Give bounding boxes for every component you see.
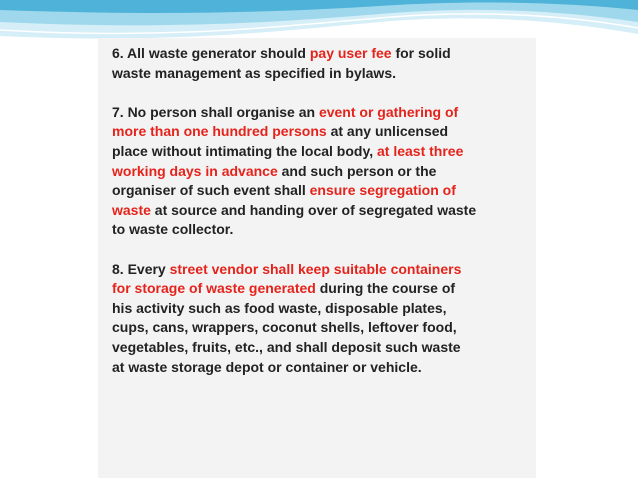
body-text: 7. No person shall organise an bbox=[112, 103, 319, 120]
text-line bbox=[112, 201, 532, 221]
slide-text-body bbox=[112, 44, 532, 397]
text-line bbox=[112, 142, 532, 162]
text-line bbox=[112, 44, 532, 64]
text-line bbox=[112, 64, 532, 84]
highlighted-text: working days in advance bbox=[112, 162, 278, 179]
body-text: and such person or the bbox=[277, 162, 437, 179]
body-text: at any unlicensed bbox=[326, 123, 449, 140]
text-line bbox=[112, 279, 532, 299]
text-line bbox=[112, 122, 532, 142]
text-line bbox=[112, 103, 532, 123]
paragraph-2 bbox=[112, 103, 532, 240]
body-text: for solid bbox=[391, 45, 451, 61]
body-text: cups, cans, wrappers, coconut shells, leftover food, bbox=[112, 319, 457, 336]
text-line bbox=[112, 220, 532, 240]
highlighted-text: at least three bbox=[376, 142, 464, 159]
highlighted-text: street vendor shall keep suitable containers bbox=[169, 260, 462, 277]
highlighted-text: event or gathering of bbox=[318, 103, 459, 120]
highlighted-text: for storage of waste generated bbox=[112, 280, 316, 297]
text-line bbox=[112, 162, 532, 182]
text-line bbox=[112, 299, 532, 319]
body-text: at waste storage depot or container or vehicle. bbox=[112, 358, 422, 375]
body-text: at source and handing over of segregated waste bbox=[150, 201, 477, 218]
body-text: vegetables, fruits, etc., and shall deposit such waste bbox=[112, 338, 461, 355]
body-text: 8. Every bbox=[112, 260, 170, 277]
body-text: his activity such as food waste, disposable plates, bbox=[112, 299, 447, 316]
body-text: waste management as specified in bylaws. bbox=[112, 64, 396, 81]
text-line bbox=[112, 318, 532, 338]
body-text: 6. All waste generator should bbox=[112, 45, 310, 61]
highlighted-text: ensure segregation of bbox=[309, 182, 456, 199]
body-text: place without intimating the local body, bbox=[112, 142, 377, 159]
highlighted-text: pay user fee bbox=[309, 45, 392, 61]
text-line bbox=[112, 260, 532, 280]
body-text: during the course of bbox=[315, 280, 456, 297]
text-line bbox=[112, 338, 532, 358]
text-line bbox=[112, 358, 532, 378]
paragraph-1 bbox=[112, 44, 532, 83]
paragraph-3 bbox=[112, 260, 532, 378]
highlighted-text: waste bbox=[112, 201, 151, 218]
highlighted-text: more than one hundred persons bbox=[112, 123, 327, 140]
body-text: organiser of such event shall bbox=[112, 182, 310, 199]
body-text: to waste collector. bbox=[112, 221, 234, 238]
text-line bbox=[112, 181, 532, 201]
